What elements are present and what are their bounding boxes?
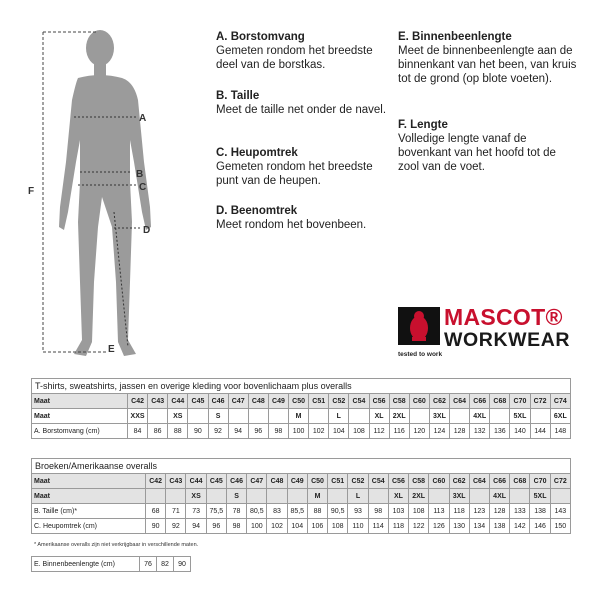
- table-size-row: [32, 409, 571, 424]
- column-header: C60: [409, 394, 429, 409]
- figure-label-b: B: [136, 169, 144, 180]
- table-cell: 104: [287, 519, 307, 534]
- table-cell: 143: [550, 504, 570, 519]
- figure-label-a: A: [139, 113, 147, 124]
- column-header: C50: [289, 394, 309, 409]
- size-cell: S: [226, 489, 246, 504]
- table-cell: 73: [186, 504, 206, 519]
- table-header-row: [32, 474, 571, 489]
- size-cell: XL: [369, 409, 389, 424]
- description-title: F. Lengte: [398, 119, 448, 131]
- table-cell: 150: [550, 519, 570, 534]
- table-cell: 108: [409, 504, 429, 519]
- figure-label-e: E: [108, 344, 115, 355]
- table-cell: 94: [186, 519, 206, 534]
- column-header: C44: [168, 394, 188, 409]
- table-cell: 106: [307, 519, 327, 534]
- table-title-row: [32, 379, 571, 394]
- table-cell: 85,5: [287, 504, 307, 519]
- size-cell: [287, 489, 307, 504]
- column-header: C47: [228, 394, 248, 409]
- table-cell: 133: [510, 504, 530, 519]
- size-cell: M: [307, 489, 327, 504]
- column-header: C72: [530, 394, 550, 409]
- description-inseam: [398, 30, 578, 86]
- column-header: C49: [287, 474, 307, 489]
- size-cell: 2XL: [389, 409, 409, 424]
- column-header: C62: [449, 474, 469, 489]
- column-header: C51: [309, 394, 329, 409]
- size-cell: [166, 489, 186, 504]
- table-cell: 71: [166, 504, 186, 519]
- table-cell: 113: [429, 504, 449, 519]
- description-thigh: [216, 204, 396, 232]
- size-cell: [328, 489, 348, 504]
- table-cell: 134: [469, 519, 489, 534]
- column-header: C66: [489, 474, 509, 489]
- column-header: C58: [409, 474, 429, 489]
- column-header: C54: [368, 474, 388, 489]
- size-cell: S: [208, 409, 228, 424]
- column-header: C48: [267, 474, 287, 489]
- description-waist: [216, 89, 396, 117]
- row-label: B. Taille (cm)*: [32, 504, 146, 519]
- size-cell: [248, 409, 268, 424]
- table-title: Broeken/Amerikaanse overalls: [32, 459, 571, 474]
- column-header: C43: [166, 474, 186, 489]
- table-cell: 68: [146, 504, 166, 519]
- table-cell: 90,5: [328, 504, 348, 519]
- table-cell: 102: [267, 519, 287, 534]
- size-cell: [510, 489, 530, 504]
- table-cell: 118: [388, 519, 408, 534]
- table-cell: 120: [409, 424, 429, 439]
- table-cell: 130: [449, 519, 469, 534]
- mascot-emblem-icon: [398, 307, 440, 345]
- table-cell: 102: [309, 424, 329, 439]
- size-cell: [349, 409, 369, 424]
- table-cell: 92: [166, 519, 186, 534]
- table-cell: 88: [307, 504, 327, 519]
- column-header: C68: [490, 394, 510, 409]
- column-header: C60: [429, 474, 449, 489]
- column-header: C74: [550, 394, 570, 409]
- description-title: D. Beenomtrek: [216, 205, 298, 217]
- description-chest: [216, 30, 396, 72]
- column-header: C64: [469, 474, 489, 489]
- size-cell: M: [289, 409, 309, 424]
- description-text: Gemeten rondom het breedste deel van de borstkas.: [216, 45, 373, 71]
- table-cell: 86: [148, 424, 168, 439]
- size-cell: [188, 409, 208, 424]
- table-cell: 104: [329, 424, 349, 439]
- column-header: C68: [510, 474, 530, 489]
- table-size-row: [32, 489, 571, 504]
- trousers-size-table: [31, 458, 571, 534]
- description-text: Volledige lengte vanaf de bovenkant van het hoofd tot de zool van de voet.: [398, 133, 556, 173]
- body-measurement-figure: [18, 22, 188, 367]
- logo-workwear-text: WORKWEAR: [444, 329, 571, 351]
- column-header: C52: [348, 474, 368, 489]
- table-cell: 112: [369, 424, 389, 439]
- table-cell: 98: [268, 424, 288, 439]
- table-cell: 100: [247, 519, 267, 534]
- table-row: [32, 424, 571, 439]
- column-header: C72: [550, 474, 570, 489]
- description-hips: [216, 146, 396, 188]
- column-header: C56: [369, 394, 389, 409]
- table-cell: 118: [449, 504, 469, 519]
- table-cell: 144: [530, 424, 550, 439]
- table-cell: 92: [208, 424, 228, 439]
- table-cell: 108: [349, 424, 369, 439]
- size-cell: 3XL: [449, 489, 469, 504]
- size-cell: [247, 489, 267, 504]
- figure-label-f: F: [28, 186, 35, 197]
- column-header: C42: [128, 394, 148, 409]
- column-header: C45: [206, 474, 226, 489]
- size-cell: 5XL: [510, 409, 530, 424]
- description-text: Gemeten rondom het breedste punt van de heupen.: [216, 161, 373, 187]
- size-cell: 3XL: [429, 409, 449, 424]
- size-cell: 4XL: [489, 489, 509, 504]
- table-cell: 116: [389, 424, 409, 439]
- inseam-table: [31, 556, 191, 572]
- table-cell: 103: [388, 504, 408, 519]
- size-cell: [550, 489, 570, 504]
- table-cell: 110: [348, 519, 368, 534]
- size-cell: 2XL: [409, 489, 429, 504]
- table-cell: 123: [469, 504, 489, 519]
- description-length: [398, 118, 578, 174]
- table-cell: 93: [348, 504, 368, 519]
- table-cell: 122: [409, 519, 429, 534]
- table-cell: 78: [226, 504, 246, 519]
- logo-tagline: tested to work: [398, 351, 443, 358]
- column-header: C70: [530, 474, 550, 489]
- table-cell: 83: [267, 504, 287, 519]
- description-text: Meet de binnenbeenlengte aan de binnenkant van het been, van kruis tot de grond (op blote voeten).: [398, 45, 577, 85]
- column-header: C46: [208, 394, 228, 409]
- column-header: C56: [388, 474, 408, 489]
- figure-label-d: D: [143, 225, 151, 236]
- size-cell: [490, 409, 510, 424]
- description-title: A. Borstomvang: [216, 31, 305, 43]
- table-cell: 84: [128, 424, 148, 439]
- table-row: [32, 557, 191, 572]
- column-header: C64: [450, 394, 470, 409]
- size-cell: XXS: [128, 409, 148, 424]
- size-cell: [530, 409, 550, 424]
- table-cell: 98: [226, 519, 246, 534]
- upper-body-size-table: [31, 378, 571, 439]
- table-cell: 114: [368, 519, 388, 534]
- column-header: C62: [429, 394, 449, 409]
- row-label: E. Binnenbeenlengte (cm): [32, 557, 140, 572]
- size-cell: L: [348, 489, 368, 504]
- table-cell: 88: [168, 424, 188, 439]
- header-label: Maat: [32, 474, 146, 489]
- table-cell: 80,5: [247, 504, 267, 519]
- size-cell: [146, 489, 166, 504]
- table-title: T-shirts, sweatshirts, jassen en overige kleding voor bovenlichaam plus overalls: [32, 379, 571, 394]
- size-cell: 5XL: [530, 489, 550, 504]
- column-header: C42: [146, 474, 166, 489]
- column-header: C58: [389, 394, 409, 409]
- table-footnote: * Amerikaanse overalls zijn niet verkrijgbaar in verschillende maten.: [34, 542, 199, 548]
- table-cell: 124: [429, 424, 449, 439]
- size-cell: [267, 489, 287, 504]
- size-cell: XS: [168, 409, 188, 424]
- size-cell: [368, 489, 388, 504]
- size-cell: 4XL: [470, 409, 490, 424]
- description-text: Meet de taille net onder de navel.: [216, 104, 387, 116]
- table-cell: 82: [157, 557, 174, 572]
- table-cell: 96: [206, 519, 226, 534]
- column-header: C44: [186, 474, 206, 489]
- table-cell: 136: [490, 424, 510, 439]
- column-header: C70: [510, 394, 530, 409]
- table-cell: 128: [450, 424, 470, 439]
- table-cell: 148: [550, 424, 570, 439]
- column-header: C43: [148, 394, 168, 409]
- header-label: Maat: [32, 394, 128, 409]
- description-title: E. Binnenbeenlengte: [398, 31, 512, 43]
- size-row-label: Maat: [32, 409, 128, 424]
- mascot-logo: [398, 303, 578, 365]
- table-cell: 100: [289, 424, 309, 439]
- table-cell: 108: [328, 519, 348, 534]
- table-cell: 96: [248, 424, 268, 439]
- table-title-row: [32, 459, 571, 474]
- size-cell: [450, 409, 470, 424]
- column-header: C50: [307, 474, 327, 489]
- description-title: C. Heupomtrek: [216, 147, 298, 159]
- table-cell: 98: [368, 504, 388, 519]
- size-cell: XS: [186, 489, 206, 504]
- table-cell: 76: [140, 557, 157, 572]
- size-row-label: Maat: [32, 489, 146, 504]
- table-cell: 90: [188, 424, 208, 439]
- column-header: C54: [349, 394, 369, 409]
- table-header-row: [32, 394, 571, 409]
- description-title: B. Taille: [216, 90, 260, 102]
- size-cell: [309, 409, 329, 424]
- body-silhouette: [59, 30, 151, 356]
- table-cell: 142: [510, 519, 530, 534]
- size-cell: 6XL: [550, 409, 570, 424]
- table-cell: 132: [470, 424, 490, 439]
- figure-label-c: C: [139, 182, 147, 193]
- table-row: [32, 504, 571, 519]
- column-header: C47: [247, 474, 267, 489]
- size-cell: [206, 489, 226, 504]
- column-header: C49: [268, 394, 288, 409]
- size-cell: [429, 489, 449, 504]
- description-text: Meet rondom het bovenbeen.: [216, 219, 367, 231]
- size-cell: [228, 409, 248, 424]
- table-cell: 146: [530, 519, 550, 534]
- column-header: C46: [226, 474, 246, 489]
- table-cell: 126: [429, 519, 449, 534]
- logo-brand-text: MASCOT®: [444, 304, 563, 330]
- column-header: C48: [248, 394, 268, 409]
- column-header: C51: [328, 474, 348, 489]
- table-cell: 90: [146, 519, 166, 534]
- column-header: C45: [188, 394, 208, 409]
- table-cell: 75,5: [206, 504, 226, 519]
- row-label: C. Heupomtrek (cm): [32, 519, 146, 534]
- size-cell: [268, 409, 288, 424]
- table-cell: 90: [174, 557, 191, 572]
- column-header: C52: [329, 394, 349, 409]
- size-cell: [409, 409, 429, 424]
- table-cell: 128: [489, 504, 509, 519]
- table-row: [32, 519, 571, 534]
- table-cell: 138: [530, 504, 550, 519]
- table-cell: 138: [489, 519, 509, 534]
- column-header: C66: [470, 394, 490, 409]
- size-cell: L: [329, 409, 349, 424]
- size-cell: XL: [388, 489, 408, 504]
- size-cell: [469, 489, 489, 504]
- size-cell: [148, 409, 168, 424]
- table-cell: 140: [510, 424, 530, 439]
- table-cell: 94: [228, 424, 248, 439]
- row-label: A. Borstomvang (cm): [32, 424, 128, 439]
